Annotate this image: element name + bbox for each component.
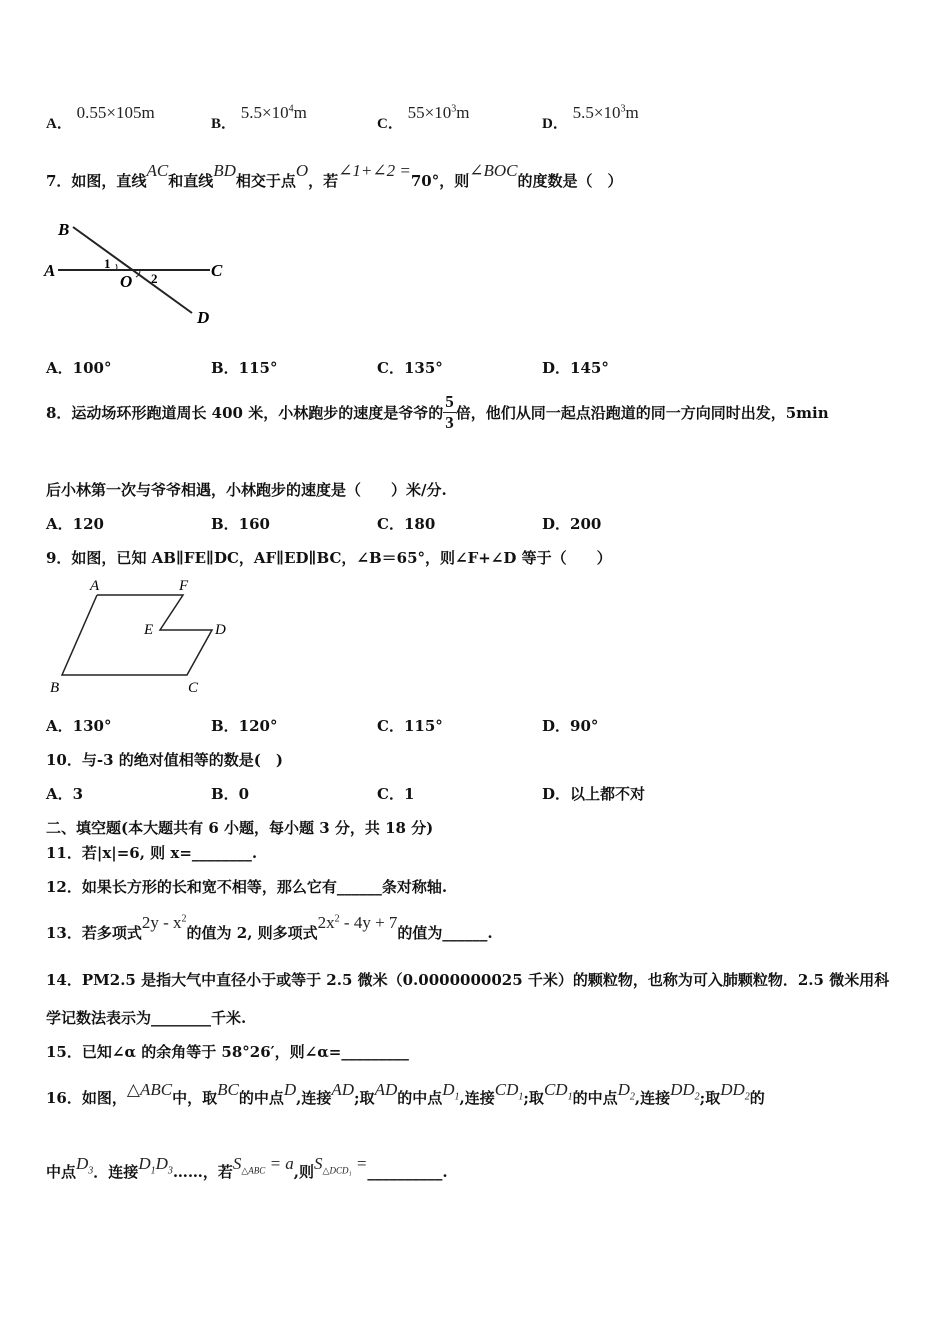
q9-option-a: A．130° (46, 717, 112, 735)
q16-text: ;取 (523, 1089, 544, 1107)
q8-text: 8．运动场环形跑道周长 400 米，小林跑步的速度是爷爷的 (46, 404, 444, 422)
q16-text: 的 (749, 1089, 765, 1107)
q8-option-a: A．120 (46, 515, 104, 533)
q16-text: ……，若 (172, 1163, 233, 1181)
label-a: A (44, 261, 56, 280)
parallelogram-outline (62, 595, 212, 675)
q16-text: ,则 (293, 1163, 315, 1181)
q16-text: ,连接 (459, 1089, 495, 1107)
math-poly-2a: 2x (317, 913, 335, 932)
math-d2: D (617, 1080, 630, 1099)
q16-text: 的中点 (238, 1089, 284, 1107)
question-7-stem (46, 161, 623, 191)
math-d3: D (155, 1154, 168, 1173)
math-o: O (295, 161, 309, 180)
math-angle-boc: ∠BOC (469, 161, 518, 180)
q8-option-d: D．200 (542, 515, 602, 533)
label-a: A (90, 578, 100, 594)
q16-text: 16．如图， (46, 1089, 127, 1107)
q13-text: 的值为 2, 则多项式 (186, 924, 318, 942)
math-bc: BC (217, 1080, 239, 1099)
option-letter: B． (211, 116, 237, 132)
q16-text: 的中点 (572, 1089, 618, 1107)
math-cd1: CD (543, 1080, 568, 1099)
q13-text: 13．若多项式 (46, 924, 142, 942)
option-unit: m (456, 103, 470, 122)
math-equals: = (351, 1154, 368, 1173)
question-15: 15．已知∠α 的余角等于 58°26′，则∠α=_________ (46, 1043, 409, 1061)
math-subscript: 1 (454, 1091, 460, 1103)
q10-option-b: B．0 (211, 785, 250, 803)
option-letter: C． (377, 116, 403, 132)
label-c: C (211, 261, 223, 280)
fraction-denominator: 3 (445, 413, 454, 432)
q7-option-c: C．135° (377, 359, 443, 377)
fraction-numerator: 5 (445, 392, 454, 411)
section-2-heading: 二、填空题(本大题共有 6 小题，每小题 3 分，共 18 分) (46, 819, 434, 837)
question-16-line-2 (46, 1154, 448, 1184)
q6-option-d (542, 103, 639, 133)
math-triangle-abc: △ABC (126, 1080, 173, 1099)
math-subscript: 3 (88, 1165, 94, 1177)
angle-1-arc (116, 264, 117, 270)
label-b: B (58, 220, 70, 239)
label-c: C (188, 680, 199, 696)
q9-option-d: D．90° (542, 717, 599, 735)
option-exponent: 3 (620, 103, 626, 115)
math-bd: BD (213, 161, 236, 180)
math-subscript: △DCD₁ (322, 1165, 352, 1176)
option-value: 0.55×105m (76, 103, 155, 122)
math-ad: AD (374, 1080, 398, 1099)
math-cd1: CD (494, 1080, 519, 1099)
math-equals-a: = a (265, 1154, 294, 1173)
math-subscript: 1 (150, 1165, 156, 1177)
q7-text: 相交于点 (235, 172, 296, 190)
question-8-line-1 (46, 392, 829, 433)
math-area-s: S (232, 1154, 242, 1173)
math-subscript: 2 (694, 1091, 700, 1103)
q6-option-a (46, 103, 155, 133)
math-d1: D (442, 1080, 455, 1099)
question-8-line-2: 后小林第一次与爷爷相遇，小林跑步的速度是（ ）米/分. (46, 481, 447, 499)
q7-text: 的度数是（ ） (517, 172, 623, 190)
math-dd2: DD (720, 1080, 745, 1099)
math-d: D (283, 1080, 297, 1099)
q16-text: ,连接 (296, 1089, 332, 1107)
math-subscript: 2 (744, 1091, 750, 1103)
math-d1: D (138, 1154, 151, 1173)
q9-option-c: C．115° (377, 717, 443, 735)
q7-text: 和直线 (168, 172, 214, 190)
math-ad: AD (331, 1080, 355, 1099)
q7-figure (40, 215, 240, 330)
option-exponent: 3 (451, 103, 457, 115)
question-14-line-2: 学记数法表示为________千米. (46, 1009, 247, 1027)
q16-text: ．连接 (93, 1163, 139, 1181)
math-ac: AC (146, 161, 169, 180)
q8-option-b: B．160 (211, 515, 270, 533)
question-13 (46, 913, 493, 943)
label-1: 1 (104, 256, 111, 271)
math-subscript: 1 (518, 1091, 524, 1103)
label-d: D (197, 308, 210, 327)
answer-blank: __________. (367, 1163, 448, 1181)
math-poly-1: 2y - x (141, 913, 182, 932)
label-d: D (215, 622, 226, 638)
option-exponent: 4 (288, 103, 294, 115)
option-unit: m (625, 103, 639, 122)
q10-option-d: D．以上都不对 (542, 785, 646, 803)
q16-text: 中，取 (172, 1089, 218, 1107)
option-base: 5.5×10 (240, 103, 289, 122)
question-16-line-1 (46, 1080, 765, 1110)
math-dd2: DD (670, 1080, 695, 1099)
label-2: 2 (151, 271, 158, 286)
q7-option-a: A．100° (46, 359, 112, 377)
q13-text: 的值为______. (397, 924, 493, 942)
q8-text: 倍，他们从同一起点沿跑道的同一方向同时出发，5min (455, 404, 829, 422)
question-9-stem: 9．如图，已知 AB∥FE∥DC，AF∥ED∥BC，∠B＝65°，则∠F+∠D 等于（ ） (46, 549, 612, 567)
option-base: 5.5×10 (572, 103, 621, 122)
q6-option-b (211, 103, 307, 133)
q7-text: 7．如图，直线 (46, 172, 147, 190)
q16-text: ,连接 (634, 1089, 671, 1107)
question-12: 12．如果长方形的长和宽不相等，那么它有______条对称轴. (46, 878, 448, 896)
math-subscript: 1 (567, 1091, 573, 1103)
q16-text: ;取 (354, 1089, 375, 1107)
option-letter: A． (46, 116, 72, 132)
q9-figure (40, 575, 250, 700)
label-b: B (50, 680, 60, 696)
math-subscript: 2 (629, 1091, 635, 1103)
math-poly-2b: - 4y + 7 (339, 913, 398, 932)
math-d3: D (76, 1154, 89, 1173)
math-subscript: △ABC (241, 1165, 266, 1176)
math-exponent: 2 (334, 913, 340, 925)
q7-option-b: B．115° (211, 359, 278, 377)
question-11: 11．若|x|=6, 则 x=________. (46, 844, 258, 862)
q16-text: ;取 (699, 1089, 721, 1107)
q10-option-c: C．1 (377, 785, 415, 803)
q8-option-c: C．180 (377, 515, 436, 533)
q16-text: 的中点 (397, 1089, 443, 1107)
q9-option-b: B．120° (211, 717, 278, 735)
math-angle-sum: ∠1+∠2 = (338, 161, 411, 180)
option-unit: m (293, 103, 307, 122)
math-subscript: 3 (167, 1165, 173, 1177)
q7-text: 70°，则 (410, 172, 470, 190)
q6-option-c (377, 103, 470, 133)
q10-option-a: A．3 (46, 785, 84, 803)
math-area-s: S (314, 1154, 323, 1173)
q16-text: 中点 (46, 1163, 77, 1181)
question-14-line-1: 14．PM2.5 是指大气中直径小于或等于 2.5 微米（0.0000000025 千米）的颗粒物，也称为可入肺颗粒物．2.5 微米用科 (46, 971, 890, 989)
option-letter: D． (542, 116, 568, 132)
label-f: F (179, 578, 189, 594)
q7-option-d: D．145° (542, 359, 609, 377)
option-base: 55×10 (407, 103, 452, 122)
label-o: O (120, 272, 133, 291)
fraction-5-3 (443, 392, 456, 433)
question-10-stem: 10．与-3 的绝对值相等的数是( ) (46, 751, 283, 769)
q7-text: ，若 (308, 172, 339, 190)
label-e: E (144, 622, 154, 638)
math-exponent: 2 (181, 913, 187, 925)
